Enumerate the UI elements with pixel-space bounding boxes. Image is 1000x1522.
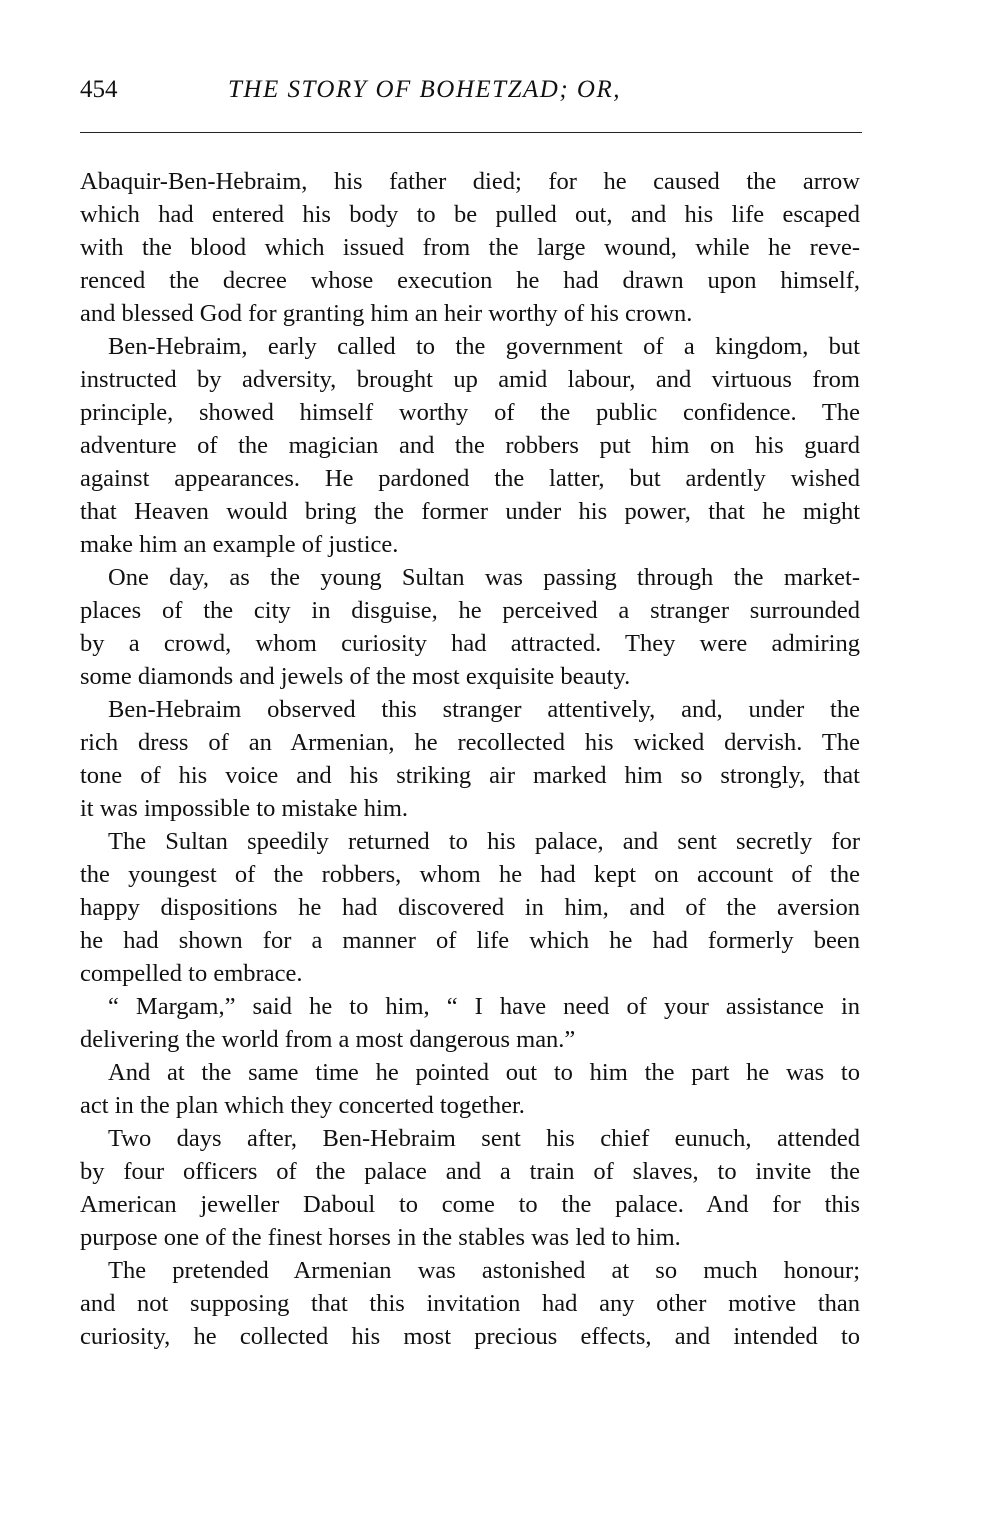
- text-line: curiosity, he collected his most precious effects, and intended to: [80, 1323, 860, 1350]
- text-line: he had shown for a manner of life which he had formerly been: [80, 927, 860, 954]
- text-line: renced the decree whose execution he had drawn upon himself,: [80, 267, 860, 294]
- text-line: happy dispositions he had discovered in him, and of the aversion: [80, 894, 860, 921]
- text-line: Two days after, Ben-Hebraim sent his chief eunuch, attended: [108, 1125, 860, 1152]
- text-line: One day, as the young Sultan was passing through the market-: [108, 564, 860, 591]
- text-line: “ Margam,” said he to him, “ I have need of your assistance in: [108, 993, 860, 1020]
- text-line: by four officers of the palace and a train of slaves, to invite the: [80, 1158, 860, 1185]
- paragraph: [80, 990, 860, 1056]
- text-line: it was impossible to mistake him.: [80, 795, 409, 822]
- text-line: delivering the world from a most dangerous man.”: [80, 1026, 576, 1053]
- paragraph: [80, 1254, 860, 1353]
- text-line: act in the plan which they concerted together.: [80, 1092, 525, 1119]
- text-line: places of the city in disguise, he perceived a stranger surrounded: [80, 597, 860, 624]
- text-line: principle, showed himself worthy of the public confidence. The: [80, 399, 860, 426]
- text-line: The pretended Armenian was astonished at so much honour;: [108, 1257, 860, 1284]
- paragraph: [80, 165, 860, 330]
- text-line: rich dress of an Armenian, he recollected his wicked dervish. The: [80, 729, 860, 756]
- text-line: the youngest of the robbers, whom he had kept on account of the: [80, 861, 860, 888]
- text-line: some diamonds and jewels of the most exquisite beauty.: [80, 663, 631, 690]
- text-line: and blessed God for granting him an heir worthy of his crown.: [80, 300, 693, 327]
- text-line: which had entered his body to be pulled out, and his life escaped: [80, 201, 860, 228]
- text-line: instructed by adversity, brought up amid labour, and virtuous from: [80, 366, 860, 393]
- running-header: [80, 76, 862, 112]
- paragraph: [80, 1122, 860, 1254]
- text-line: make him an example of justice.: [80, 531, 399, 558]
- text-line: Abaquir-Ben-Hebraim, his father died; for he caused the arrow: [80, 168, 860, 195]
- paragraph: [80, 1056, 860, 1122]
- body-text: [80, 165, 860, 1353]
- paragraph: [80, 330, 860, 561]
- header-rule: [80, 132, 862, 133]
- text-line: compelled to embrace.: [80, 960, 303, 987]
- paragraph: [80, 693, 860, 825]
- text-line: with the blood which issued from the large wound, while he reve-: [80, 234, 860, 261]
- text-line: purpose one of the finest horses in the stables was led to him.: [80, 1224, 681, 1251]
- text-line: Ben-Hebraim, early called to the government of a kingdom, but: [108, 333, 860, 360]
- text-line: The Sultan speedily returned to his palace, and sent secretly for: [108, 828, 860, 855]
- page-number: 454: [80, 76, 118, 103]
- text-line: tone of his voice and his striking air marked him so strongly, that: [80, 762, 860, 789]
- paragraph: [80, 561, 860, 693]
- text-line: by a crowd, whom curiosity had attracted. They were admiring: [80, 630, 860, 657]
- text-line: adventure of the magician and the robbers put him on his guard: [80, 432, 860, 459]
- running-title: THE STORY OF BOHETZAD; OR,: [228, 76, 621, 103]
- text-line: against appearances. He pardoned the latter, but ardently wished: [80, 465, 860, 492]
- text-line: and not supposing that this invitation had any other motive than: [80, 1290, 860, 1317]
- text-line: that Heaven would bring the former under his power, that he might: [80, 498, 860, 525]
- text-line: American jeweller Daboul to come to the palace. And for this: [80, 1191, 860, 1218]
- text-line: Ben-Hebraim observed this stranger attentively, and, under the: [108, 696, 860, 723]
- paragraph: [80, 825, 860, 990]
- text-line: And at the same time he pointed out to him the part he was to: [108, 1059, 860, 1086]
